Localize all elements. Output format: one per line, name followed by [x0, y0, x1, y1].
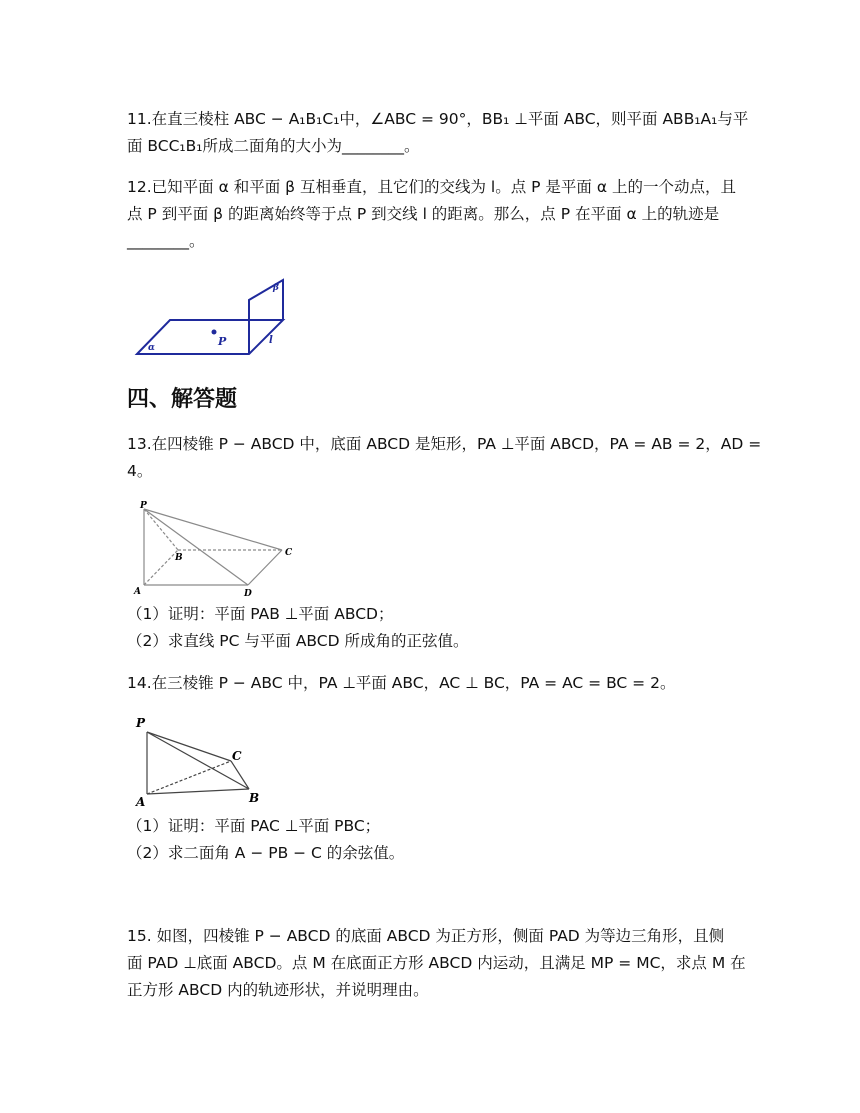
q13-label-p: P — [140, 501, 147, 511]
q14-label-b: B — [249, 791, 260, 805]
q13-label-c: C — [285, 548, 293, 558]
q15-line-3: 正方形 ABCD 内的轨迹形状，并说明理由。 — [127, 981, 429, 999]
section-heading: 四、解答题 — [127, 387, 238, 412]
q13-label-b: B — [175, 553, 183, 563]
q13-line-1: 13.在四棱锥 P − ABCD 中，底面 ABCD 是矩形，PA ⊥平面 ABCD，PA = AB = 2，AD = — [127, 435, 762, 453]
q12-line-1: 12.已知平面 α 和平面 β 互相垂直，且它们的交线为 l。点 P 是平面 α 上的一个动点，且 — [127, 178, 736, 196]
plane-alpha — [137, 320, 283, 354]
q12-figure-planes — [130, 275, 290, 360]
q13-part-1: （1）证明：平面 PAB ⊥平面 ABCD； — [127, 605, 394, 623]
label-p: P — [218, 335, 227, 348]
q15-line-1: 15. 如图，四棱锥 P − ABCD 的底面 ABCD 为正方形，侧面 PAD 为等边三角形，且侧 — [127, 927, 725, 945]
q14-figure-pyramid — [130, 712, 270, 812]
q14-label-a: A — [136, 795, 146, 809]
q13-line-2: 4。 — [127, 462, 153, 480]
label-beta: β — [273, 283, 279, 293]
label-alpha: α — [148, 343, 155, 353]
label-l: l — [269, 335, 273, 346]
q14-part-1: （1）证明：平面 PAC ⊥平面 PBC； — [127, 817, 381, 835]
q11-line-2: 面 BCC₁B₁所成二面角的大小为________。 — [127, 137, 420, 155]
q13-figure-pyramid — [130, 497, 300, 597]
q15-line-2: 面 PAD ⊥底面 ABCD。点 M 在底面正方形 ABCD 内运动，且满足 MP = MC，求点 M 在 — [127, 954, 746, 972]
q14-label-c: C — [232, 749, 242, 763]
q14-part-2: （2）求二面角 A − PB − C 的余弦值。 — [127, 844, 405, 862]
q14-line-1: 14.在三棱锥 P − ABC 中，PA ⊥平面 ABC，AC ⊥ BC，PA = AC = BC = 2。 — [127, 674, 676, 692]
q13-label-d: D — [244, 589, 252, 597]
q12-line-2: 点 P 到平面 β 的距离始终等于点 P 到交线 l 的距离。那么，点 P 在平面 α 上的轨迹是 — [127, 205, 720, 223]
q13-label-a: A — [134, 587, 141, 597]
point-p-dot — [212, 330, 217, 335]
q11-line-1: 11.在直三棱柱 ABC − A₁B₁C₁中，∠ABC = 90°，BB₁ ⊥平面 ABC，则平面 ABB₁A₁与平 — [127, 110, 749, 128]
q12-line-3: ________。 — [127, 232, 205, 250]
q14-label-p: P — [136, 716, 146, 730]
q13-part-2: （2）求直线 PC 与平面 ABCD 所成角的正弦值。 — [127, 632, 469, 650]
